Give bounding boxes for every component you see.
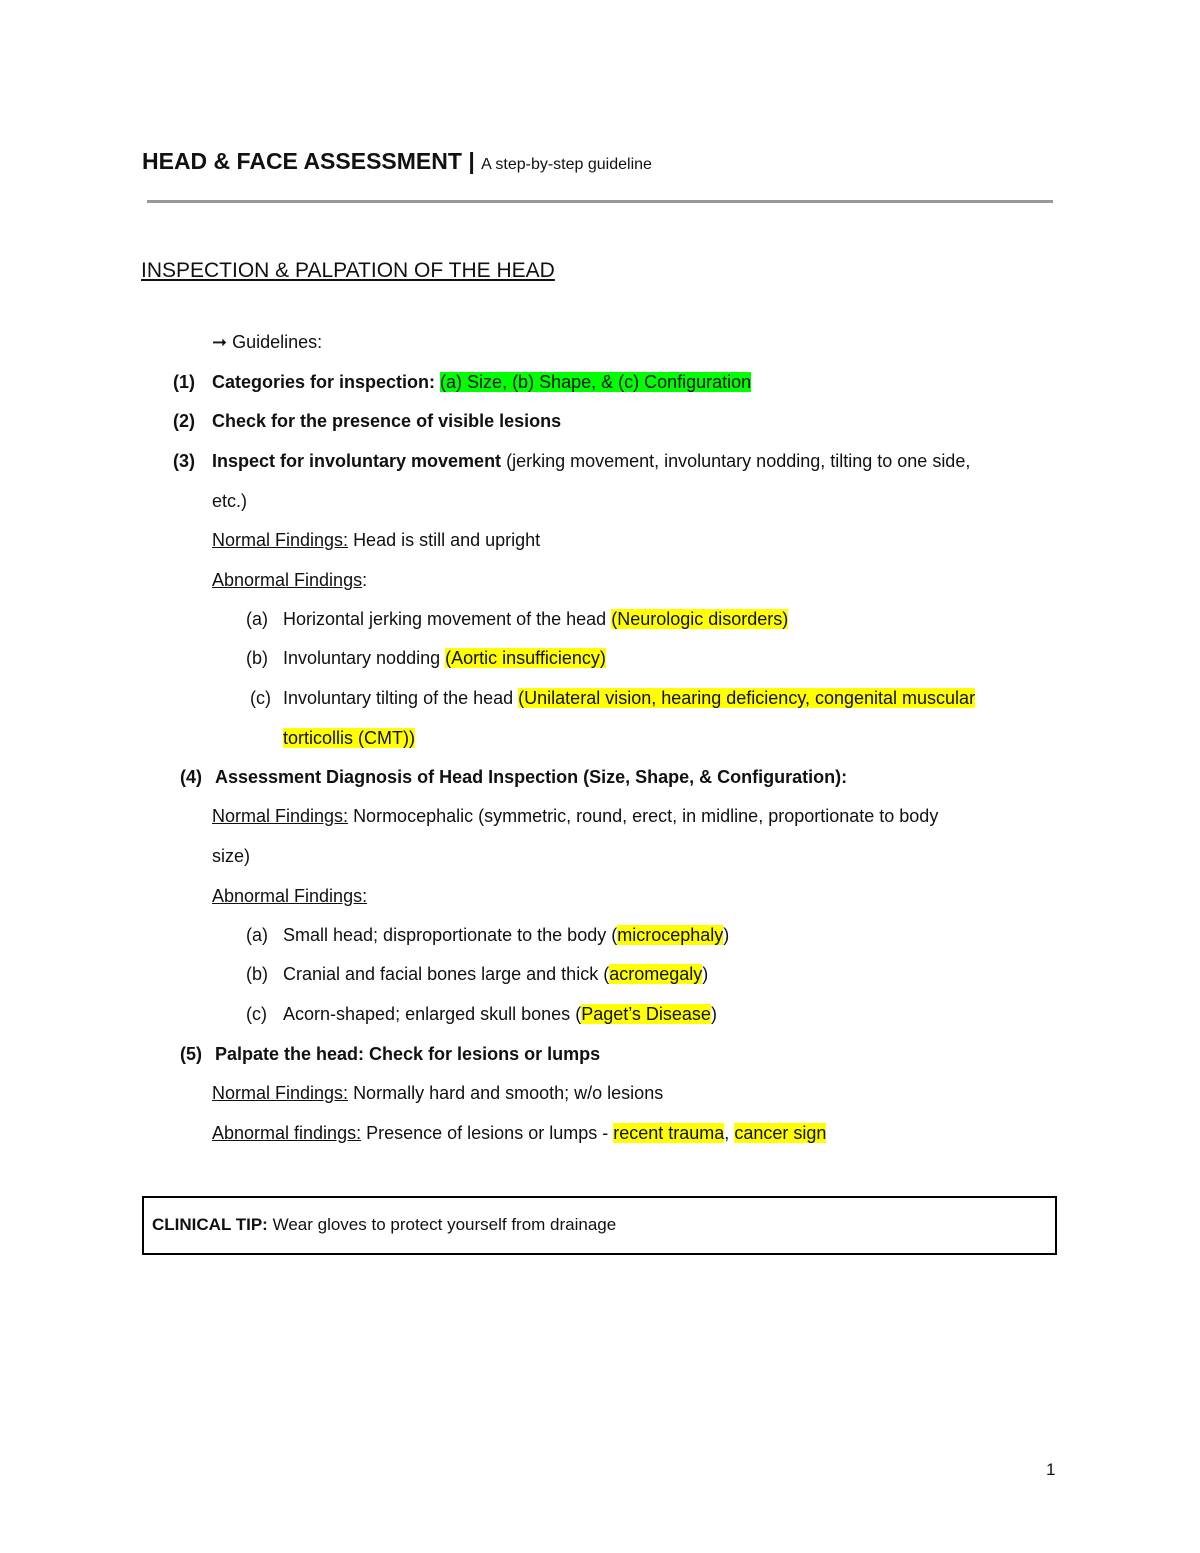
list-item: Assessment Diagnosis of Head Inspection (Size, Shape, & Configuration):	[215, 767, 848, 787]
item-number: (1)	[173, 372, 195, 392]
normal-findings: Normal Findings: Head is still and upright	[212, 530, 541, 550]
sub-item: Cranial and facial bones large and thick (acromegaly)	[283, 964, 709, 984]
normal-findings: Normal Findings: Normally hard and smooth; w/o lesions	[212, 1083, 664, 1103]
sub-letter: (a)	[246, 609, 268, 629]
guidelines-heading: ➞ Guidelines:	[212, 332, 323, 352]
clinical-tip: CLINICAL TIP: Wear gloves to protect yourself from drainage	[152, 1215, 617, 1234]
sub-letter: (b)	[246, 964, 268, 984]
abnormal-findings: Abnormal Findings:	[212, 570, 368, 590]
highlight: recent trauma	[613, 1123, 725, 1143]
sub-item: Involuntary tilting of the head (Unilateral vision, hearing deficiency, congenital muscular	[283, 688, 976, 708]
highlight: (a) Size, (b) Shape, & (c) Configuration	[440, 372, 752, 392]
horizontal-rule	[147, 200, 1053, 203]
normal-findings: Normal Findings: Normocephalic (symmetric, round, erect, in midline, proportionate to body	[212, 806, 939, 826]
highlight: (Neurologic disorders)	[611, 609, 789, 629]
highlight: (Aortic insufficiency)	[445, 648, 606, 668]
section-heading: INSPECTION & PALPATION OF THE HEAD	[141, 259, 555, 282]
clinical-tip-box	[142, 1196, 1057, 1255]
normal-findings-continuation: size)	[212, 846, 251, 866]
abnormal-findings: Abnormal findings: Presence of lesions or lumps - recent trauma, cancer sign	[212, 1123, 827, 1143]
list-item: Palpate the head: Check for lesions or lumps	[215, 1044, 601, 1064]
sub-item: Small head; disproportionate to the body (microcephaly)	[283, 925, 730, 945]
highlight: microcephaly	[617, 925, 724, 945]
document-subtitle: A step-by-step guideline	[481, 156, 652, 173]
list-item-continuation: etc.)	[212, 491, 248, 511]
item-number: (3)	[173, 451, 195, 471]
abnormal-findings: Abnormal Findings:	[212, 886, 368, 906]
sub-item: Horizontal jerking movement of the head (Neurologic disorders)	[283, 609, 789, 629]
sub-item-continuation	[283, 727, 415, 749]
sub-item: Acorn-shaped; enlarged skull bones (Paget’s Disease)	[283, 1004, 717, 1024]
sub-letter: (c)	[246, 1004, 267, 1024]
highlight: torticollis (CMT))	[283, 728, 415, 748]
sub-letter: (a)	[246, 925, 268, 945]
list-item: Check for the presence of visible lesions	[212, 411, 562, 431]
highlight: cancer sign	[734, 1123, 827, 1143]
highlight: Paget’s Disease	[581, 1004, 711, 1024]
page-number: 1	[1046, 1460, 1056, 1479]
list-item: Inspect for involuntary movement (jerking movement, involuntary nodding, tilting to one side,	[212, 451, 971, 471]
document-title: HEAD & FACE ASSESSMENT | A step-by-step guideline	[142, 148, 652, 174]
highlight: (Unilateral vision, hearing deficiency, congenital muscular	[518, 688, 976, 708]
sub-letter: (b)	[246, 648, 268, 668]
arrow-icon: ➞	[212, 332, 228, 352]
sub-letter: (c)	[250, 688, 271, 708]
item-number: (5)	[180, 1044, 202, 1064]
item-number: (4)	[180, 767, 202, 787]
sub-item: Involuntary nodding (Aortic insufficiency)	[283, 648, 606, 668]
highlight: acromegaly	[609, 964, 703, 984]
item-number: (2)	[173, 411, 195, 431]
list-item: Categories for inspection: (a) Size, (b) Shape, & (c) Configuration	[212, 372, 752, 392]
